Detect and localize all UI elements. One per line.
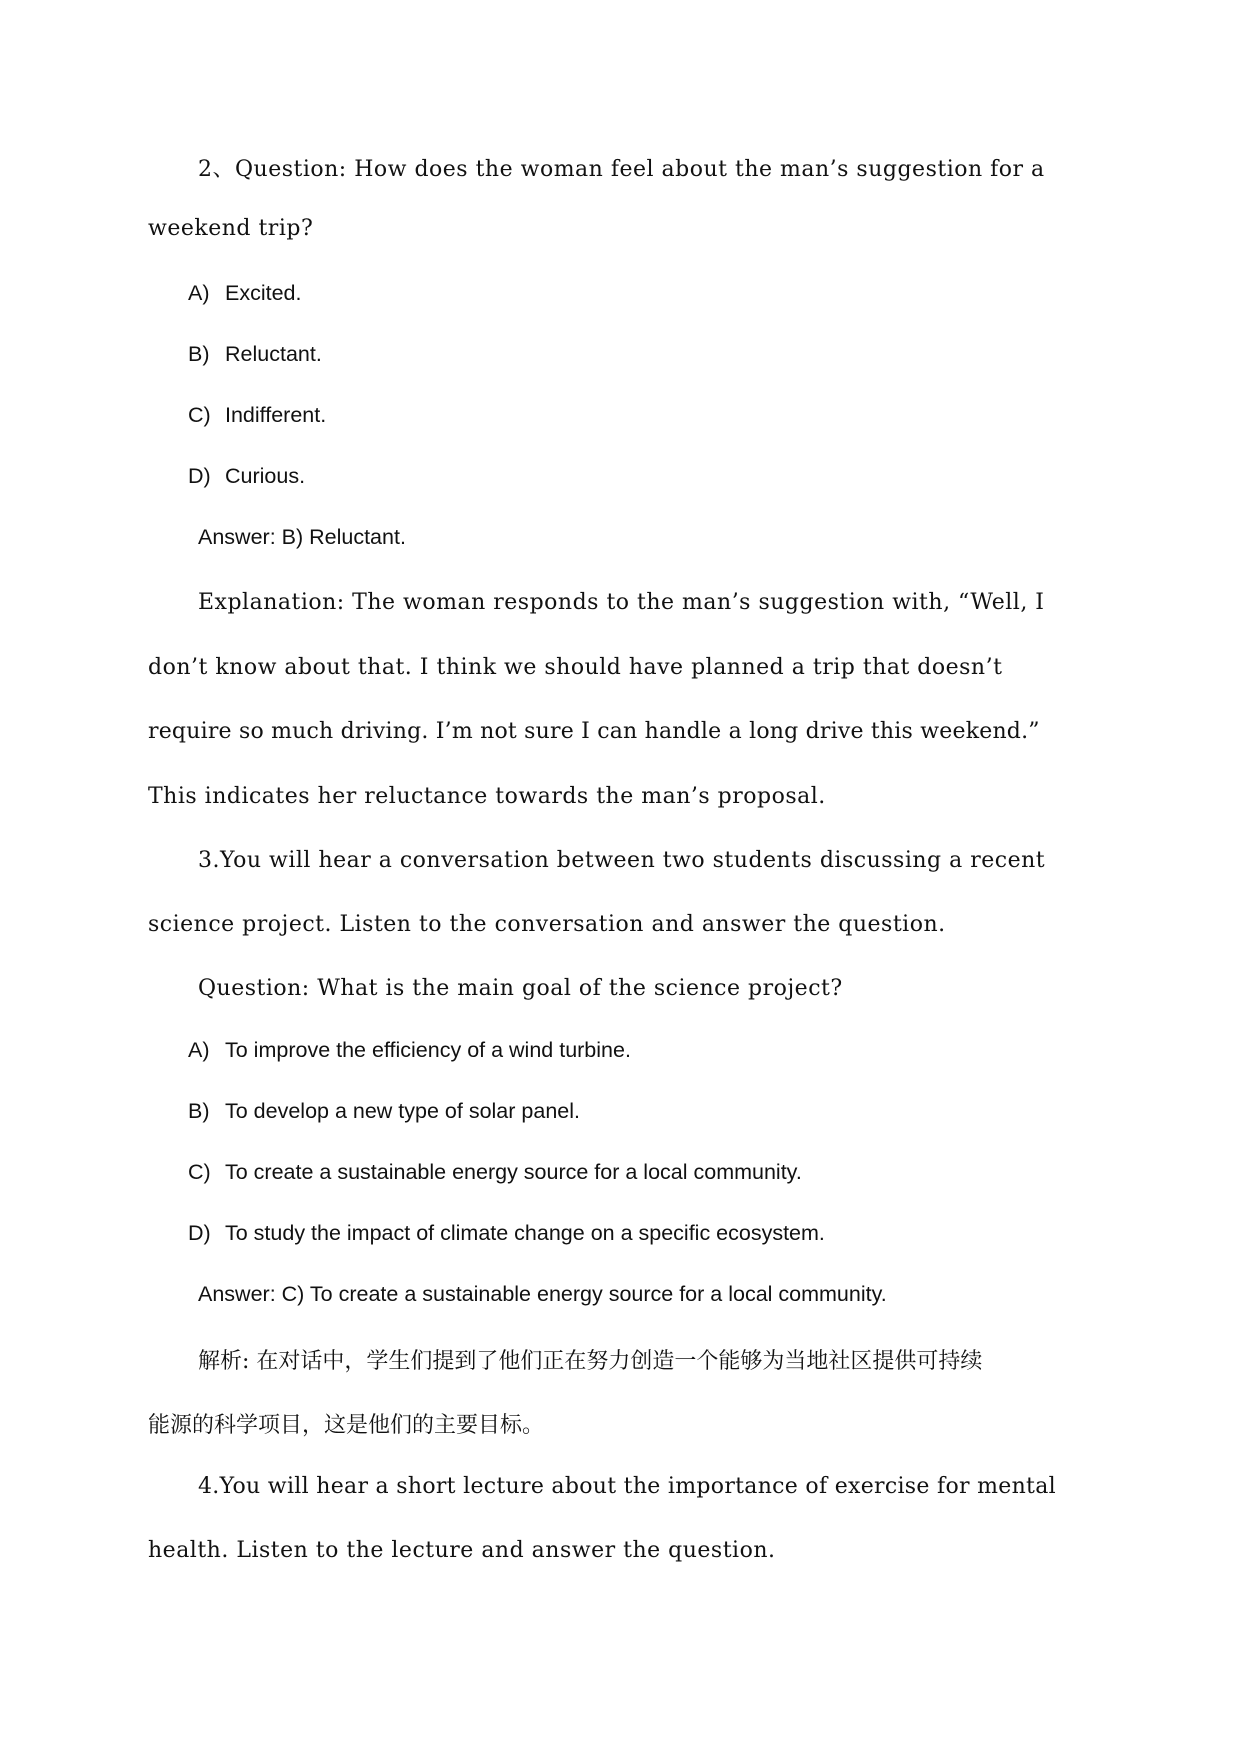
- q2-answer: Answer: B) Reluctant.: [198, 525, 406, 549]
- q3-question: Question: What is the main goal of the science project?: [198, 976, 843, 1001]
- option-letter: A): [188, 1038, 210, 1062]
- q2-explanation-line1: Explanation: The woman responds to the man’s suggestion with, “Well, I: [198, 590, 1045, 615]
- option-letter: C): [188, 1160, 211, 1184]
- option-text: To improve the efficiency of a wind turbine.: [225, 1038, 631, 1062]
- option-text: Curious.: [225, 464, 306, 488]
- option-text: To study the impact of climate change on a specific ecosystem.: [225, 1221, 825, 1245]
- q2-explanation-line2: don’t know about that. I think we should have planned a trip that doesn’t: [148, 655, 1003, 680]
- q2-question-line2: weekend trip?: [148, 216, 314, 241]
- option-text: To create a sustainable energy source for a local community.: [225, 1160, 802, 1184]
- option-letter: B): [188, 1099, 210, 1123]
- q2-explanation-line3: require so much driving. I’m not sure I can handle a long drive this weekend.”: [148, 719, 1040, 744]
- option-text: To develop a new type of solar panel.: [225, 1099, 580, 1123]
- q2-explanation-line4: This indicates her reluctance towards the man’s proposal.: [148, 784, 826, 809]
- option-letter: D): [188, 464, 211, 488]
- q3-intro-line1: 3.You will hear a conversation between two students discussing a recent: [198, 848, 1046, 873]
- q3-answer: Answer: C) To create a sustainable energy source for a local community.: [198, 1282, 887, 1306]
- q2-question-line1: 2、Question: How does the woman feel about the man’s suggestion for a: [198, 157, 1045, 182]
- q3-analysis-line1: 解析: 在对话中，学生们提到了他们正在努力创造一个能够为当地社区提供可持续: [198, 1349, 983, 1374]
- option-text: Indifferent.: [225, 403, 327, 427]
- option-text: Reluctant.: [225, 342, 322, 366]
- option-letter: C): [188, 403, 211, 427]
- q4-intro-line1: 4.You will hear a short lecture about the importance of exercise for mental: [198, 1474, 1056, 1499]
- option-text: Excited.: [225, 281, 302, 305]
- q3-analysis-line2: 能源的科学项目，这是他们的主要目标。: [148, 1413, 545, 1438]
- q3-intro-line2: science project. Listen to the conversation and answer the question.: [148, 912, 946, 937]
- option-letter: B): [188, 342, 210, 366]
- option-letter: D): [188, 1221, 211, 1245]
- option-letter: A): [188, 281, 210, 305]
- q4-intro-line2: health. Listen to the lecture and answer the question.: [148, 1538, 776, 1563]
